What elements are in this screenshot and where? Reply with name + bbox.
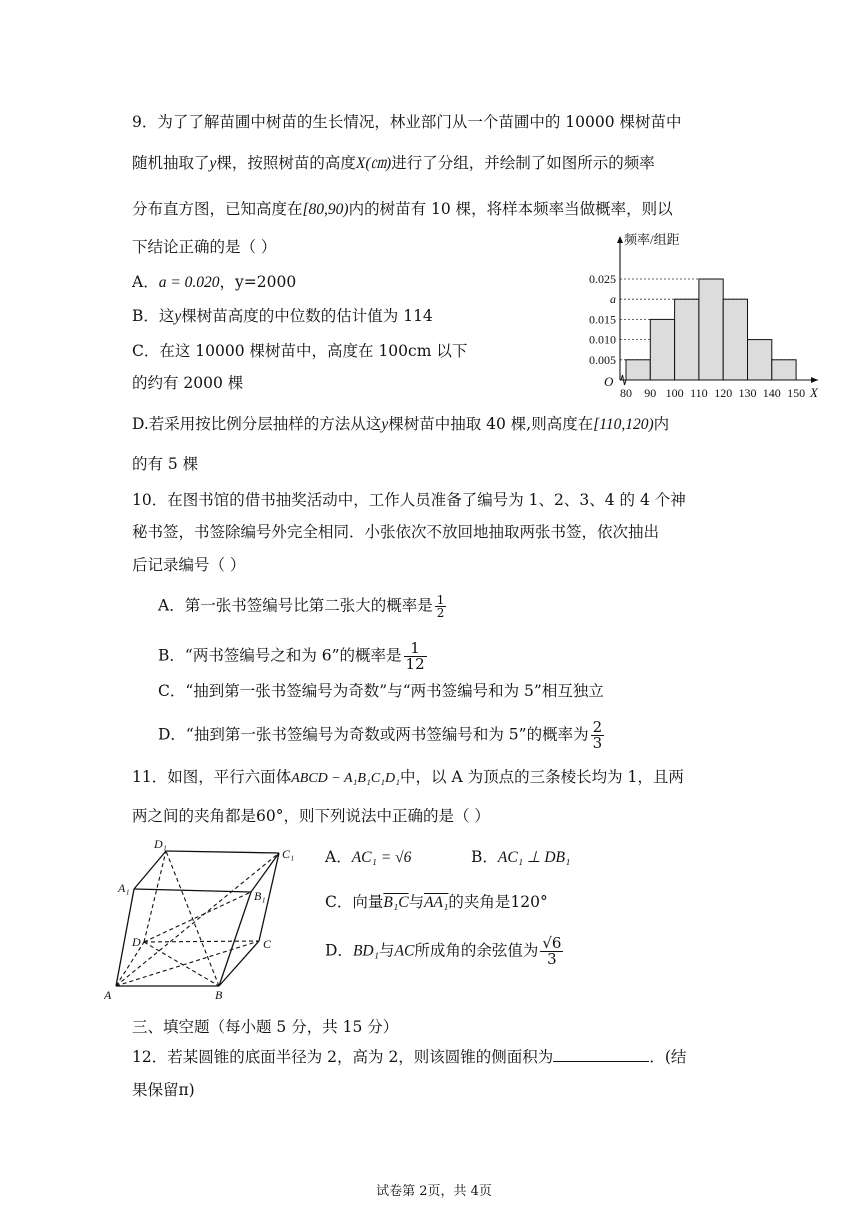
q12-line-1: 12．若某圆锥的底面半径为 2，高为 2，则该圆锥的侧面积为 ．(结 bbox=[132, 1045, 686, 1068]
x-axis-label: X bbox=[810, 385, 818, 400]
q9-line-1: 9．为了了解苗圃中树苗的生长情况，林业部门从一个苗圃中的 10000 棵树苗中 bbox=[132, 113, 682, 131]
q9-option-d: D.若采用按比例分层抽样的方法从这y棵树苗中抽取 40 棵,则高度在[110,120)内 bbox=[132, 415, 670, 433]
diagonal-bd1 bbox=[166, 851, 219, 986]
fraction: $\frac{1}{2}$ bbox=[436, 593, 445, 620]
x-axis-arrow bbox=[811, 377, 818, 383]
fraction: $\frac{1}{12}$ bbox=[405, 639, 425, 673]
y-tick-label-3: 0.010 bbox=[589, 332, 616, 347]
bar-6 bbox=[772, 360, 796, 380]
vertex-label-a1: A₁ bbox=[118, 881, 130, 895]
q10-option-b: B．“两书签编号之和为 6”的概率是 $\frac{1}{12}$ bbox=[158, 639, 425, 673]
edge-bb1 bbox=[219, 892, 251, 986]
q10-line-3: 后记录编号（ ） bbox=[132, 556, 246, 574]
y-axis-label: 频率/组距 bbox=[624, 232, 680, 247]
q10-option-c: C．“抽到第一张书签编号为奇数”与“两书签编号和为 5”相互独立 bbox=[158, 682, 604, 700]
diagonal-db1 bbox=[144, 892, 251, 942]
bar-4 bbox=[723, 299, 747, 380]
bar-1 bbox=[650, 319, 674, 380]
x-tick-label-3: 110 bbox=[690, 386, 708, 400]
fraction: $\frac{√6}{3}$ bbox=[542, 934, 562, 968]
edge-a1d1 bbox=[134, 851, 166, 889]
edge-d1c1 bbox=[166, 851, 279, 853]
origin-label: O bbox=[604, 374, 614, 389]
vertex-label-c: C bbox=[263, 937, 272, 951]
q9-option-a: A．a = 0.020，y=2000 bbox=[132, 273, 297, 291]
vertex-label-d1: D₁ bbox=[154, 837, 167, 851]
x-tick-label-4: 120 bbox=[714, 386, 733, 400]
x-tick-label-0: 80 bbox=[620, 386, 632, 400]
q9-line-2: 随机抽取了y棵，按照树苗的高度X(㎝)进行了分组，并绘制了如图所示的频率 bbox=[132, 154, 655, 172]
q11-option-c: C．向量B₁C与AA₁的夹角是120° bbox=[325, 893, 548, 911]
diagonal-db bbox=[144, 942, 219, 986]
bar-0 bbox=[626, 360, 650, 380]
q9-option-d-line-2: 的有 5 棵 bbox=[132, 455, 199, 473]
diagonal-ac1 bbox=[116, 853, 279, 986]
parallelepiped-figure bbox=[104, 836, 310, 1002]
vertex-label-c1: C₁ bbox=[282, 847, 295, 861]
q11-line-2: 两之间的夹角都是60°，则下列说法中正确的是（ ） bbox=[132, 807, 490, 825]
y-axis-arrow bbox=[617, 236, 623, 243]
frequency-histogram bbox=[568, 228, 838, 404]
bar-5 bbox=[748, 340, 772, 380]
vertex-label-d: D bbox=[132, 935, 141, 949]
bar-2 bbox=[675, 299, 699, 380]
x-tick-label-5: 130 bbox=[738, 386, 757, 400]
q11-line-1: 11．如图，平行六面体ABCD − A₁B₁C₁D₁中，以 A 为顶点的三条棱长均为 1，且两 bbox=[132, 768, 684, 786]
q11-option-b: B．AC₁ ⊥ DB₁ bbox=[471, 848, 571, 866]
vertex-label-b1: B₁ bbox=[254, 889, 266, 903]
y-tick-label-4: 0.005 bbox=[589, 352, 616, 367]
q11-option-d: D．BD₁与AC所成角的余弦值为 $\frac{√6}{3}$ bbox=[325, 934, 562, 968]
q10-line-2: 秘书签，书签除编号外完全相同．小张依次不放回地抽取两张书签，依次抽出 bbox=[132, 523, 660, 541]
q10-option-d: D．“抽到第一张书签编号为奇数或两书签编号和为 5”的概率为 $\frac{2}{3}$ bbox=[158, 718, 603, 752]
x-tick-label-6: 140 bbox=[762, 386, 781, 400]
page-footer: 试卷第 2页，共 4页 bbox=[376, 1184, 492, 1199]
edge-dc bbox=[144, 941, 259, 942]
fraction: $\frac{2}{3}$ bbox=[592, 718, 603, 752]
y-tick-label-0: 0.025 bbox=[589, 272, 616, 286]
x-tick-label-1: 90 bbox=[644, 386, 657, 400]
q10-line-1: 10．在图书馆的借书抽奖活动中，工作人员准备了编号为 1、2、3、4 的 4 个神 bbox=[132, 491, 686, 509]
answer-blank[interactable] bbox=[553, 1045, 649, 1062]
vertex-label-a: A bbox=[104, 988, 112, 1002]
y-tick-label-2: 0.015 bbox=[589, 312, 616, 327]
x-tick-label-2: 100 bbox=[665, 386, 684, 400]
q12-line-2: 果保留π) bbox=[132, 1081, 195, 1099]
section-3-title: 三、填空题（每小题 5 分，共 15 分） bbox=[132, 1018, 399, 1036]
x-tick-label-7: 150 bbox=[787, 386, 806, 400]
q9-line-3: 分布直方图，已知高度在[80,90)内的树苗有 10 棵，将样本频率当做概率，则以 bbox=[132, 200, 673, 218]
edge-a1b1 bbox=[134, 889, 251, 892]
vertex-label-b: B bbox=[215, 988, 223, 1002]
q9-line-4: 下结论正确的是（ ） bbox=[132, 238, 277, 256]
q9-option-c-line-2: 的约有 2000 棵 bbox=[132, 374, 244, 392]
q10-option-a: A．第一张书签编号比第二张大的概率是 $\frac{1}{2}$ bbox=[158, 593, 445, 620]
q9-option-b: B．这y棵树苗高度的中位数的估计值为 114 bbox=[132, 307, 433, 325]
q9-option-c-line-1: C．在这 10000 棵树苗中，高度在 100cm 以下 bbox=[132, 342, 468, 360]
y-tick-label-1: a bbox=[610, 292, 616, 307]
bar-3 bbox=[699, 279, 723, 380]
q11-option-a: A．AC₁ = √6 bbox=[325, 848, 412, 866]
